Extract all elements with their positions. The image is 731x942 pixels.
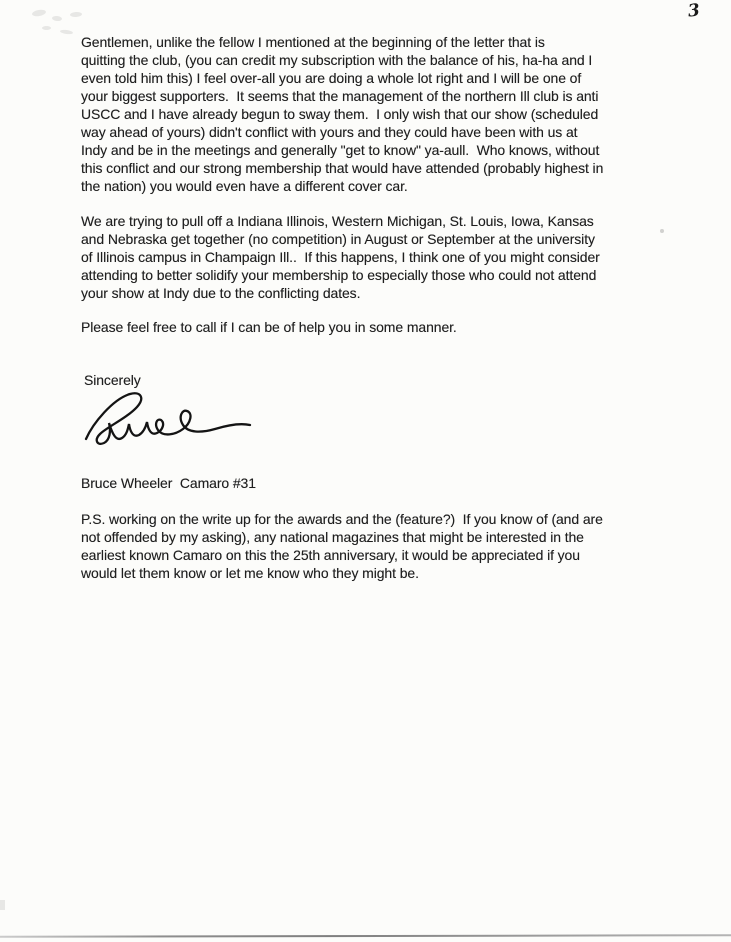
paragraph-2 [81,212,600,302]
letter-line: USCC and I have already begun to sway them. I only wish that our show (scheduled [81,106,599,122]
letter-line: way ahead of yours) didn't conflict with yours and they could have been with us at [81,124,578,140]
letter-line: Indy and be in the meetings and generally "get to know" ya-aull. Who knows, without [81,142,600,158]
letter-line: your show at Indy due to the conflicting dates. [81,285,361,301]
letter-line: would let them know or let me know who they might be. [81,565,419,581]
letter-line: your biggest supporters. It seems that the management of the northern Ill club is anti [81,88,599,104]
letter-line: not offended by my asking), any national magazines that might be interested in the [81,529,584,545]
letter-line: We are trying to pull off a Indiana Illinois, Western Michigan, St. Louis, Iowa, Kansas [81,213,594,229]
letter-line: quitting the club, (you can credit my subscription with the balance of his, ha-ha and I [81,52,593,68]
letter-line: of Illinois campus in Champaign Ill.. If this happens, I think one of you might consider [81,249,600,265]
letter-line: earliest known Camaro on this the 25th anniversary, it would be appreciated if you [81,547,580,563]
letter-line: Gentlemen, unlike the fellow I mentioned at the beginning of the letter that is [81,34,545,50]
signature-graphic [82,389,254,447]
letter-line: the nation) you would even have a different cover car. [81,178,408,194]
letter-line: even told him this) I feel over-all you are doing a whole lot right and I will be one of [81,70,582,86]
postscript-paragraph [81,510,603,582]
page-number: 3 [686,0,701,22]
closing-sincerely: Sincerely [84,372,141,388]
letter-line: Please feel free to call if I can be of help you in some manner. [81,319,457,335]
scan-smudge [70,12,82,18]
scan-smudge [32,9,47,17]
scan-smudge [60,29,73,35]
letter-line: P.S. working on the write up for the awards and the (feature?) If you know of (and are [81,511,603,527]
scan-smudge [660,229,664,233]
scan-smudge [42,26,51,30]
letter-line: this conflict and our strong membership that would have attended (probably highest in [81,160,604,176]
signer-name-line: Bruce Wheeler Camaro #31 [81,475,256,491]
letter-line: and Nebraska get together (no competition) in August or September at the university [81,231,595,247]
scan-smudge [0,900,5,910]
paragraph-1 [81,33,603,195]
scan-page-edge [0,934,731,938]
paragraph-3 [81,318,457,336]
scan-smudge [52,15,62,21]
letter-line: attending to better solidify your membership to especially those who could not attend [81,267,597,283]
